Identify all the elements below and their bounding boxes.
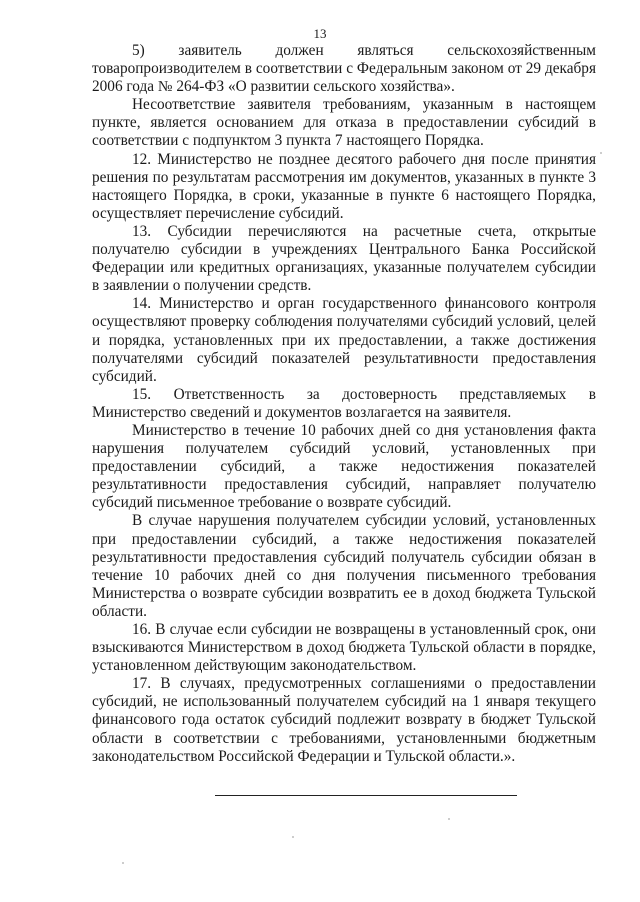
- paragraph-12: 12. Министерство не позднее десятого рабочего дня после принятия решения по результатам рассмотрения им документов, указанных в пункте 3 настоящего Порядка, в сроки, указанные в пункте 6 настоящего Порядка, осуществляет перечисление субсидий.: [92, 150, 596, 222]
- scan-speck: [600, 152, 602, 154]
- paragraph-14: 14. Министерство и орган государственного финансового контроля осуществляют проверку соблюдения получателями субсидий условий, целей и порядка, установленных при их предоставлении, а также достижения получателями субсидий показателей результативности предоставления субсидий.: [92, 295, 596, 385]
- document-body: [92, 42, 596, 766]
- paragraph-violation-return: В случае нарушения получателем субсидии условий, установленных при предоставлении субсидий, а также недостижения показателей результативности предоставления субсидий получатель субсидии обязан в течение 10 рабочих дней со дня получения письменного требования Министерства о возврате субсидии возвратить ее в доход бюджета Тульской области.: [92, 512, 596, 620]
- scan-speck: [292, 836, 294, 838]
- paragraph-ministry-requirement: Министерство в течение 10 рабочих дней со дня установления факта нарушения получателем субсидий условий, установленных при предоставлении субсидий, а также недостижения показателей результативности предоставления субсидий, направляет получателю субсидий письменное требование о возврате субсидий.: [92, 421, 596, 512]
- scan-speck: [448, 818, 450, 820]
- paragraph-15: 15. Ответственность за достоверность представляемых в Министерство сведений и документов возлагается на заявителя.: [92, 385, 596, 421]
- paragraph-16: 16. В случае если субсидии не возвращены в установленный срок, они взыскиваются Министерством в доход бюджета Тульской области в порядке, установленном действующим законодательством.: [92, 621, 596, 675]
- paragraph-noncompliance: Несоответствие заявителя требованиям, указанным в настоящем пункте, является основанием для отказа в предоставлении субсидий в соответствии с подпунктом 3 пункта 7 настоящего Порядка.: [92, 96, 596, 150]
- paragraph-13: 13. Субсидии перечисляются на расчетные счета, открытые получателю субсидии в учреждениях Центрального Банка Российской Федерации или кредитных организациях, указанные получателем субсидии в заявлении о получении средств.: [92, 222, 596, 295]
- closing-divider-line: [215, 795, 517, 796]
- scan-speck: [122, 862, 124, 864]
- paragraph-item-5: 5) заявитель должен являться сельскохозяйственным товаропроизводителем в соответствии с Федеральным законом от 29 декабря 2006 года № 264-ФЗ «О развитии сельского хозяйства».: [92, 42, 596, 96]
- paragraph-17: 17. В случаях, предусмотренных соглашениями о предоставлении субсидий, не использованный получателем субсидий на 1 января текущего финансового года остаток субсидий подлежит возврату в бюджет Тульской области в соответствии с требованиями, установленными бюджетным законодательством Российской Федерации и Тульской области.».: [92, 675, 596, 765]
- page-number: 13: [313, 26, 327, 41]
